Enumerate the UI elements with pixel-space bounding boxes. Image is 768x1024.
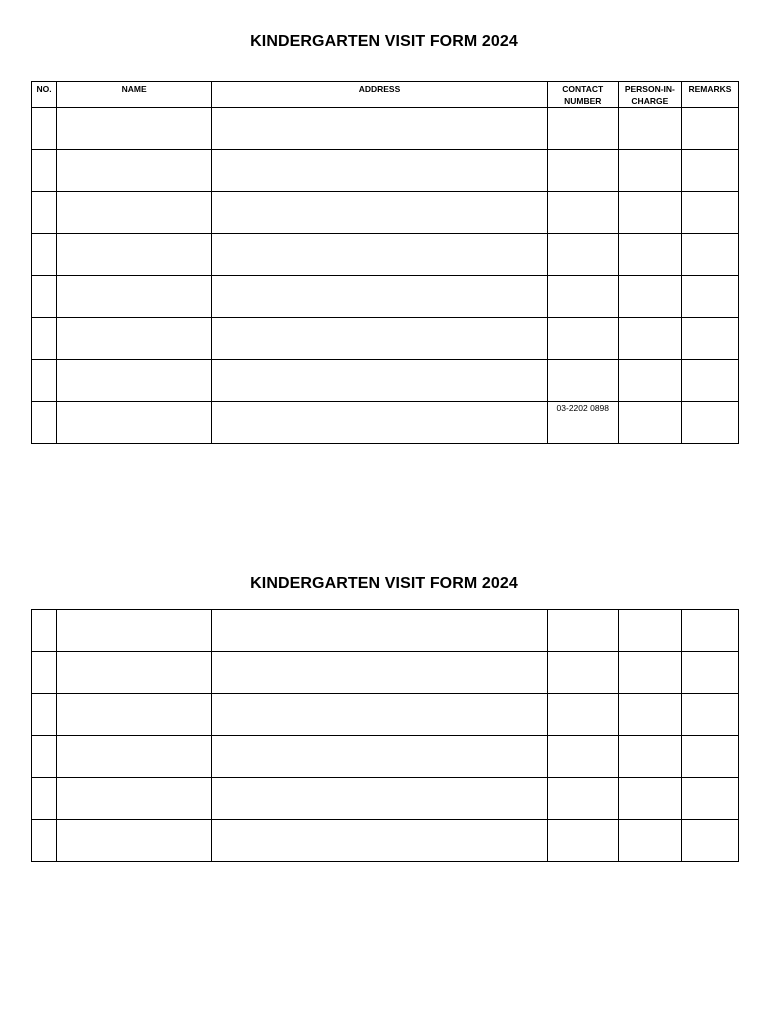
cell-address[interactable]	[212, 360, 547, 402]
cell-contact-number[interactable]	[547, 108, 618, 150]
cell-no-value	[32, 610, 56, 611]
cell-no[interactable]	[32, 150, 57, 192]
cell-remarks[interactable]	[681, 360, 738, 402]
cell-contact-number-value	[548, 276, 618, 277]
cell-address[interactable]	[212, 736, 547, 778]
cell-name[interactable]	[57, 108, 212, 150]
table-row	[32, 276, 739, 318]
cell-name[interactable]	[57, 652, 212, 694]
cell-name[interactable]	[57, 402, 212, 444]
cell-contact-number-value: 03-2202 0898	[556, 403, 609, 413]
cell-remarks-value	[682, 318, 738, 319]
cell-person-in-charge-value	[619, 360, 681, 361]
cell-address-value	[212, 234, 546, 235]
cell-person-in-charge-value	[619, 276, 681, 277]
cell-remarks[interactable]	[681, 150, 738, 192]
cell-address[interactable]	[212, 234, 547, 276]
table-row	[32, 402, 739, 444]
cell-no[interactable]	[32, 694, 57, 736]
cell-person-in-charge[interactable]	[618, 150, 681, 192]
cell-remarks[interactable]	[681, 778, 738, 820]
cell-person-in-charge[interactable]	[618, 778, 681, 820]
cell-name[interactable]	[57, 150, 212, 192]
cell-address-value	[212, 360, 546, 361]
cell-person-in-charge[interactable]	[618, 610, 681, 652]
cell-contact-number[interactable]	[547, 360, 618, 402]
cell-person-in-charge[interactable]	[618, 276, 681, 318]
cell-no-value	[32, 108, 56, 109]
cell-remarks[interactable]	[681, 234, 738, 276]
cell-remarks-value	[682, 736, 738, 737]
cell-address-value	[212, 652, 546, 653]
cell-address[interactable]	[212, 820, 547, 862]
cell-person-in-charge-value	[619, 778, 681, 779]
cell-name[interactable]	[57, 234, 212, 276]
cell-address-value	[212, 694, 546, 695]
cell-address-value	[212, 610, 546, 611]
cell-remarks-value	[682, 276, 738, 277]
table-header-row	[32, 82, 739, 108]
cell-name-value	[57, 820, 211, 821]
cell-contact-number[interactable]	[547, 736, 618, 778]
header-no: NO.	[32, 82, 57, 108]
cell-remarks-value	[682, 652, 738, 653]
cell-no[interactable]	[32, 108, 57, 150]
cell-name-value	[57, 276, 211, 277]
header-name: NAME	[57, 82, 212, 108]
cell-contact-number-value	[548, 610, 618, 611]
cell-no-value	[32, 234, 56, 235]
cell-remarks[interactable]	[681, 402, 738, 444]
cell-person-in-charge-value	[619, 234, 681, 235]
cell-remarks[interactable]	[681, 276, 738, 318]
cell-contact-number[interactable]	[547, 610, 618, 652]
cell-remarks-value	[682, 108, 738, 109]
table-row	[32, 150, 739, 192]
cell-address[interactable]	[212, 192, 547, 234]
table-row	[32, 108, 739, 150]
cell-person-in-charge[interactable]	[618, 736, 681, 778]
cell-no[interactable]	[32, 192, 57, 234]
table-row	[32, 360, 739, 402]
cell-no-value	[32, 652, 56, 653]
cell-contact-number-value	[548, 360, 618, 361]
cell-address-value	[212, 736, 546, 737]
table-row	[32, 778, 739, 820]
cell-name[interactable]	[57, 610, 212, 652]
table-row	[32, 318, 739, 360]
cell-address-value	[212, 402, 546, 403]
cell-no[interactable]	[32, 778, 57, 820]
cell-name-value	[57, 150, 211, 151]
cell-no[interactable]	[32, 360, 57, 402]
cell-address[interactable]	[212, 652, 547, 694]
cell-no[interactable]	[32, 402, 57, 444]
cell-contact-number-value	[548, 192, 618, 193]
cell-no-value	[32, 778, 56, 779]
cell-address[interactable]	[212, 276, 547, 318]
table-row	[32, 192, 739, 234]
cell-contact-number-value	[548, 234, 618, 235]
cell-address-value	[212, 150, 546, 151]
cell-name-value	[57, 402, 211, 403]
header-contact-number: CONTACT NUMBER	[547, 82, 618, 108]
cell-remarks-value	[682, 360, 738, 361]
cell-name[interactable]	[57, 360, 212, 402]
cell-remarks-value	[682, 192, 738, 193]
cell-person-in-charge[interactable]	[618, 108, 681, 150]
cell-person-in-charge-value	[619, 108, 681, 109]
cell-remarks[interactable]	[681, 694, 738, 736]
cell-address[interactable]	[212, 318, 547, 360]
cell-remarks-value	[682, 234, 738, 235]
cell-contact-number[interactable]	[547, 652, 618, 694]
cell-remarks[interactable]	[681, 108, 738, 150]
visit-form-table	[31, 81, 739, 444]
cell-person-in-charge-value	[619, 318, 681, 319]
header-address: ADDRESS	[212, 82, 547, 108]
cell-person-in-charge[interactable]	[618, 820, 681, 862]
cell-person-in-charge-value	[619, 402, 681, 403]
cell-name-value	[57, 610, 211, 611]
cell-address-value	[212, 276, 546, 277]
cell-no-value	[32, 318, 56, 319]
cell-address-value	[212, 192, 546, 193]
cell-name[interactable]	[57, 820, 212, 862]
cell-name[interactable]	[57, 694, 212, 736]
cell-remarks-value	[682, 402, 738, 403]
cell-no-value	[32, 820, 56, 821]
cell-no-value	[32, 360, 56, 361]
cell-contact-number[interactable]	[547, 234, 618, 276]
cell-remarks[interactable]	[681, 652, 738, 694]
cell-no[interactable]	[32, 234, 57, 276]
header-person-in-charge: PERSON-IN- CHARGE	[618, 82, 681, 108]
cell-no-value	[32, 694, 56, 695]
cell-remarks-value	[682, 778, 738, 779]
cell-contact-number[interactable]	[547, 778, 618, 820]
cell-no-value	[32, 736, 56, 737]
cell-person-in-charge-value	[619, 736, 681, 737]
cell-name-value	[57, 192, 211, 193]
cell-name-value	[57, 318, 211, 319]
cell-no[interactable]	[32, 318, 57, 360]
cell-contact-number[interactable]	[547, 820, 618, 862]
cell-contact-number[interactable]	[547, 402, 618, 444]
cell-address-value	[212, 820, 546, 821]
cell-person-in-charge[interactable]	[618, 234, 681, 276]
cell-name-value	[57, 778, 211, 779]
cell-name[interactable]	[57, 736, 212, 778]
cell-name[interactable]	[57, 318, 212, 360]
cell-no-value	[32, 150, 56, 151]
header-remarks: REMARKS	[681, 82, 738, 108]
cell-person-in-charge-value	[619, 610, 681, 611]
cell-contact-number-value	[548, 150, 618, 151]
form-title: KINDERGARTEN VISIT FORM 2024	[250, 575, 518, 592]
cell-no-value	[32, 402, 56, 403]
cell-contact-number[interactable]	[547, 276, 618, 318]
cell-contact-number-value	[548, 318, 618, 319]
cell-contact-number[interactable]	[547, 150, 618, 192]
cell-person-in-charge[interactable]	[618, 192, 681, 234]
table-row	[32, 652, 739, 694]
cell-contact-number[interactable]	[547, 192, 618, 234]
cell-name[interactable]	[57, 192, 212, 234]
cell-contact-number[interactable]	[547, 318, 618, 360]
form-title: KINDERGARTEN VISIT FORM 2024	[250, 33, 518, 50]
cell-no-value	[32, 192, 56, 193]
cell-contact-number-value	[548, 652, 618, 653]
cell-remarks-value	[682, 820, 738, 821]
cell-person-in-charge[interactable]	[618, 402, 681, 444]
cell-address[interactable]	[212, 402, 547, 444]
cell-remarks[interactable]	[681, 736, 738, 778]
cell-person-in-charge[interactable]	[618, 652, 681, 694]
cell-person-in-charge[interactable]	[618, 360, 681, 402]
cell-person-in-charge[interactable]	[618, 318, 681, 360]
cell-remarks[interactable]	[681, 820, 738, 862]
cell-name-value	[57, 360, 211, 361]
cell-name-value	[57, 108, 211, 109]
cell-address-value	[212, 778, 546, 779]
table-row	[32, 736, 739, 778]
cell-person-in-charge-value	[619, 150, 681, 151]
cell-address-value	[212, 108, 546, 109]
cell-contact-number[interactable]	[547, 694, 618, 736]
cell-no[interactable]	[32, 820, 57, 862]
table-row	[32, 820, 739, 862]
cell-remarks[interactable]	[681, 318, 738, 360]
cell-person-in-charge-value	[619, 694, 681, 695]
cell-remarks[interactable]	[681, 192, 738, 234]
table-row	[32, 694, 739, 736]
cell-no[interactable]	[32, 610, 57, 652]
cell-contact-number-value	[548, 108, 618, 109]
cell-no-value	[32, 276, 56, 277]
cell-person-in-charge-value	[619, 820, 681, 821]
cell-remarks[interactable]	[681, 610, 738, 652]
table-row	[32, 610, 739, 652]
cell-person-in-charge-value	[619, 192, 681, 193]
cell-remarks-value	[682, 610, 738, 611]
cell-contact-number-value	[548, 736, 618, 737]
cell-contact-number-value	[548, 694, 618, 695]
cell-address[interactable]	[212, 778, 547, 820]
cell-name-value	[57, 736, 211, 737]
cell-no[interactable]	[32, 736, 57, 778]
cell-contact-number-value	[548, 820, 618, 821]
cell-contact-number-value	[548, 778, 618, 779]
cell-remarks-value	[682, 150, 738, 151]
cell-address[interactable]	[212, 108, 547, 150]
cell-no[interactable]	[32, 652, 57, 694]
cell-address[interactable]	[212, 150, 547, 192]
cell-name[interactable]	[57, 276, 212, 318]
visit-form-table	[31, 609, 739, 862]
cell-no[interactable]	[32, 276, 57, 318]
cell-name[interactable]	[57, 778, 212, 820]
cell-person-in-charge[interactable]	[618, 694, 681, 736]
cell-person-in-charge-value	[619, 652, 681, 653]
cell-name-value	[57, 234, 211, 235]
cell-address[interactable]	[212, 694, 547, 736]
cell-address[interactable]	[212, 610, 547, 652]
table-row	[32, 234, 739, 276]
cell-name-value	[57, 694, 211, 695]
cell-remarks-value	[682, 694, 738, 695]
cell-name-value	[57, 652, 211, 653]
cell-address-value	[212, 318, 546, 319]
